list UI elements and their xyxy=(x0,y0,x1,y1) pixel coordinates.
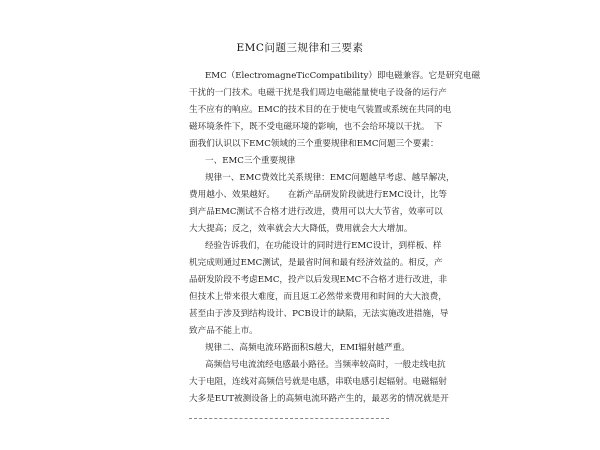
text-line: 但技术上带来很大难度，而且返工必然带来费用和时间的大大浪费， xyxy=(189,292,447,302)
text-line: 大多是EUT被测设备上的高频电流环路产生的，最恶劣的情况就是开 xyxy=(189,394,449,404)
text-line: 高频信号电流流经电感最小路径。当频率较高时，一般走线电抗 xyxy=(205,360,446,370)
text-line: 经验告诉我们，在功能设计的同时进行EMC设计，到样板、样 xyxy=(205,241,442,251)
text-line: 一、EMC三个重要规律 xyxy=(205,156,296,166)
paragraph-rule-two xyxy=(189,340,425,357)
paragraph-rule-one xyxy=(189,170,455,238)
document-title: EMC问题三规律和三要素 xyxy=(236,42,364,54)
text-line: 到产品EMC测试不合格才进行改进，费用可以大大节省，效率可以 xyxy=(189,207,443,217)
text-line: 面我们认识以下EMC领域的三个重要规律和EMC问题三个要素： xyxy=(189,139,439,149)
footer-divider xyxy=(189,418,389,419)
text-line: 甚至由于涉及到结构设计、PCB设计的缺陷，无法实施改进措施，导 xyxy=(189,309,449,319)
text-line: 大大提高；反之，效率就会大大降低，费用就会大大增加。 xyxy=(189,224,413,234)
text-line: 致产品不能上市。 xyxy=(189,326,258,336)
text-line: EMC（ElectromagneTicCompatibility）即电磁兼容。它是研究电磁 xyxy=(205,71,481,81)
paragraph-intro xyxy=(189,68,481,153)
text-line: 机完成则通过EMC测试，是最省时间和最有经济效益的。相反，产 xyxy=(189,258,443,268)
text-line: 费用越小、效果越好。 在新产品研发阶段就进行EMC设计，比等 xyxy=(189,190,447,200)
paragraph-experience xyxy=(189,238,449,340)
text-line: 生不应有的响应。EMC的技术目的在于使电气装置或系统在共同的电 xyxy=(189,105,452,115)
section-heading xyxy=(189,153,425,170)
text-line: 干扰的一门技术。电磁干扰是我们周边电磁能量使电子设备的运行产 xyxy=(189,88,447,98)
text-line: 大于电阻，连线对高频信号就是电感，串联电感引起辐射。电磁辐射 xyxy=(189,377,447,387)
text-line: 品研发阶段不考虑EMC，投产以后发现EMC不合格才进行改进，非 xyxy=(189,275,448,285)
paragraph-high-frequency xyxy=(189,357,449,408)
text-line: 磁环境条件下，既不受电磁环境的影响，也不会给环境以干扰。 下 xyxy=(189,122,443,132)
text-line: 规律一、EMC费效比关系规律：EMC问题越早考虑、越早解决， xyxy=(205,173,455,183)
text-line: 规律二、高频电流环路面积S越大，EMI辐射越严重。 xyxy=(205,343,410,353)
